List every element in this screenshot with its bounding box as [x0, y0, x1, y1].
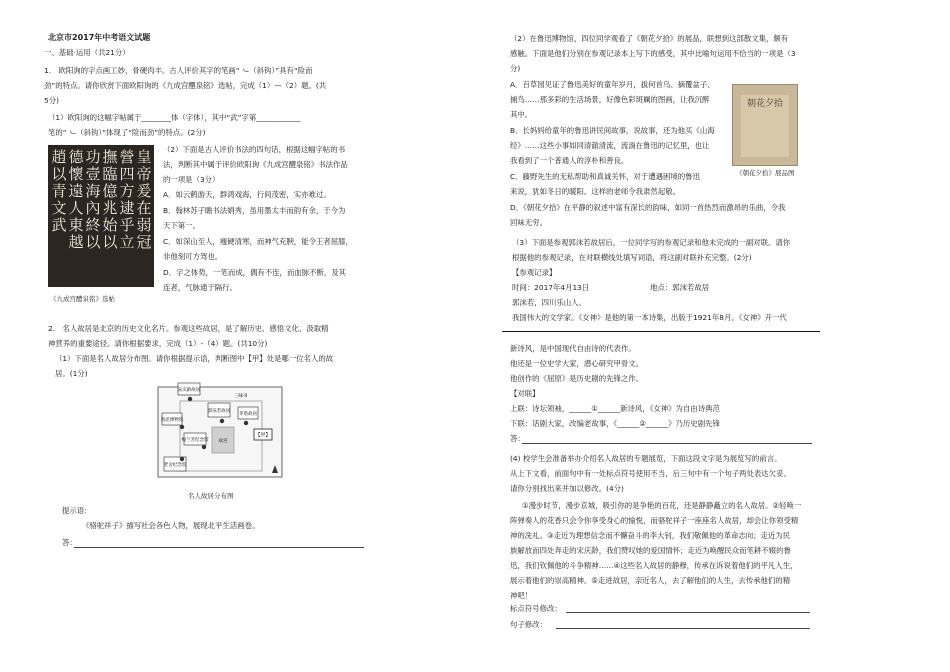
answer-line[interactable]: [74, 547, 364, 548]
calligraphy-column: 功壹海內終以: [85, 148, 101, 251]
q2-4-line: 从上下文看，前面句中有一处标点符号使用不当，后三句中有一个句子两处表达欠妥。: [510, 469, 791, 478]
option-line: C．藤野先生的无私帮助和真诚关怀，对于遭遇困境的鲁迅: [510, 172, 700, 181]
q1-2-option: C．如深山至人，瘦硬清寒，而神气充腴，能令王者屈膝，: [163, 237, 353, 246]
passage-line: 神吧！: [510, 591, 533, 600]
answer-label: 答：: [62, 538, 77, 547]
passage-line: ①漫步时节，漫步京城，吸引你的是争艳的百花，还是静静矗立的名人故居。②轻唤一: [522, 501, 802, 510]
q1-1-line: （1）欧阳询的这幅字帖属于________体（字体），其中“武”字第____________: [48, 113, 301, 122]
q1-2-option: 天下第一。: [163, 221, 200, 230]
q1-2-line: 的一项是（3分）: [163, 175, 220, 184]
q1-2-option: 非他刻可方驾也。: [163, 252, 223, 261]
map-pin-icon: [180, 425, 184, 429]
record-time: 时间：2017年4月13日: [512, 283, 590, 292]
q1-1-line: 笔的“ ㇃（斜钩）”体现了“险而劲”的特点。(2分): [48, 128, 206, 137]
book-mark-text: 朝花夕拾: [747, 99, 784, 109]
q1-line: 劲”的特点。请你欣赏下面欧阳询的《九成宫醴泉铭》选帖，完成（1）—（2）题。(共: [44, 81, 327, 90]
calligraphy-column: 德懷遠人東越: [68, 148, 84, 251]
q2-line: （1）下面是名人故居分布图。请你根据提示语，判断图中【甲】处是哪一位名人的故: [55, 354, 334, 363]
q1-2-option: D．字之体势，一笔而成，偶有不连，而血脉不断，及其: [163, 268, 347, 277]
map-label: 鲁迅博物馆: [160, 418, 184, 423]
option-line: 我看到了一个普通人的淳朴和善良。: [510, 156, 629, 165]
calligraphy-image: [48, 145, 154, 287]
map-jia-label: 【甲】: [255, 432, 271, 439]
section-heading: 一、基础·运用（共21分）: [44, 48, 130, 57]
map-pin-icon: [220, 419, 224, 423]
q1-2-option: A．如云鹤游天，群鸿戏海，行间茂密，实亦难过。: [163, 190, 331, 199]
exam-title: 北京市2017年中考语文试题: [48, 33, 151, 42]
option-line: 来说，犹如冬日的暖阳。这样的老师令我肃然起敬。: [510, 187, 680, 196]
sentence-fix-line[interactable]: [556, 628, 810, 629]
map-pin-icon: [202, 445, 206, 449]
calligraphy-column: 皇帝爰在弱冠: [136, 148, 152, 251]
q2-2-line: 感触。下面是他们分别在参观记录本上写下的感受，其中比喻句运用不恰当的一项是（3: [510, 49, 796, 58]
q2-2-line: （2）在鲁迅博物馆，四位同学观看了《朝花夕拾》的展品，联想到这部散文集，颇有: [510, 34, 789, 43]
passage-line: 阵弹奏人的花香只会令你享受身心的愉悦，而骆驼祥子一座座名人故居，却会让你领受精: [510, 516, 799, 525]
map-pin-icon: [180, 457, 184, 461]
option-line: D．《朝花夕拾》在平静的叙述中富有深长的韵味，如同一首热烈而激昂的乐曲，令我: [510, 203, 786, 212]
option-line: 经》……这些小事如同清澈清流，流淌在鲁迅的记忆里，也让: [510, 141, 710, 150]
calligraphy-column: 營四方逮乎立: [119, 148, 135, 251]
map-label: 郭沫若故居: [207, 409, 231, 414]
sentence-fix-label: 句子修改：: [510, 620, 547, 629]
punctuation-fix-label: 标点符号修改：: [510, 604, 562, 613]
book-exhibit-photo: [732, 84, 798, 166]
record-line: 他创作的《屈原》是历史剧的先锋之作。: [510, 374, 644, 383]
map-label: 故宫: [218, 439, 228, 444]
answer-label: 答：: [510, 434, 525, 443]
q2-2-line: 分): [510, 64, 521, 73]
passage-line: 族解放而四处奔走的宋庆龄，我们赞叹她的爱国情怀；走近为唤醒民众而笔耕不辍的鲁: [510, 546, 791, 555]
q1-line: 5分): [44, 96, 59, 105]
page-divider: [502, 331, 820, 332]
map-label: 茅盾故居: [239, 412, 257, 417]
map-label: 三味书: [234, 394, 248, 399]
calligraphy-caption: 《九成宫醴泉铭》选帖: [50, 295, 115, 303]
record-line: 他还是一位史学大家，潜心研究甲骨文。: [510, 359, 644, 368]
map-pin-icon: [188, 397, 192, 401]
residence-map: [152, 381, 292, 491]
photo-caption: 《朝花夕拾》展品图: [736, 169, 795, 177]
q2-4-line: (4) 校学生会准备举办介绍名人故居的专题展览，下面这段文字是为展览写的前言。: [510, 454, 782, 463]
passage-line: 神的洗礼。③走近为理想信念而不懈奋斗的李大钊，我们敬佩他的革命志向；走近为民: [510, 531, 791, 540]
q2-3-line: （3）下面是参观郭沫若故居后，一位同学写的参观记录和他未完成的一副对联。请你: [512, 238, 791, 247]
couplet-lower: 下联：话剧大家，改编老故事，《______②______》乃历史剧先锋: [510, 419, 720, 428]
option-line: 捕鸟……那多彩的生活场景，好像色彩斑斓的图画，让我沉醉: [510, 95, 710, 104]
q1-2-line: 法，判断其中属于评价欧阳询《九成宫醴泉铭》书法作品: [163, 160, 348, 169]
map-pin-icon: [244, 421, 248, 425]
record-heading: 【参观记录】: [512, 268, 557, 277]
couplet-upper: 上联：诗坛领袖，______①______新诗风，《女神》为自由诗典范: [510, 404, 720, 413]
map-label: 老舍纪念馆: [163, 463, 187, 468]
option-line: 其中。: [510, 110, 533, 119]
record-line: 郭沫若，四川乐山人。: [512, 298, 586, 307]
calligraphy-column: 撫臨億兆始以: [102, 148, 118, 251]
record-line: 我国伟大的文学家。《女神》是他的第一本诗集，出版于1921年8月。《女神》开一代: [512, 313, 787, 322]
q2-line: 2. 名人故居是北京的历史文化名片。参观这些故居，是了解历史、感悟文化、汲取精: [48, 324, 329, 333]
record-line: 新诗风，是中国现代自由诗的代表作。: [510, 344, 636, 353]
map-caption: 名人故居分布图: [188, 492, 234, 500]
passage-line: 展示着他们的崇高精神。⑤走进故居，亲近名人，去了解他们的人生，去传承他们的精: [510, 576, 791, 585]
record-place: 地点：郭沫若故居: [650, 283, 710, 292]
option-line: A．百草园见证了鲁迅美好的童年岁月，拔何首乌、摘覆盆子、: [510, 80, 715, 89]
q1-2-option: B．翰林苏子瞻书法娟秀，虽用墨太丰而韵有余，于今为: [163, 206, 346, 215]
q1-line: 1. 欧阳询的字点画工妙，骨硬肉丰。古人评价其字的笔画“ ㇃（斜钩）”具有“险而: [44, 66, 313, 75]
punctuation-fix-line[interactable]: [566, 612, 810, 613]
map-label: 梅兰芳纪念馆: [181, 438, 209, 443]
q2-4-line: 请你分别找出来并加以修改。(4分): [510, 484, 624, 493]
answer-line[interactable]: [522, 443, 812, 444]
q2-line: 神营养的重要途径。请你根据要求，完成（1）-（4）题。(共10分): [48, 339, 268, 348]
hint-text: 《骆驼祥子》描写社会各色人物，展现北平生活画卷。: [82, 521, 260, 530]
q2-line: 居。(1分): [55, 369, 88, 378]
option-line: B．长妈妈给童年的鲁迅讲民间故事，说故事，还为他买《山海: [510, 126, 715, 135]
q2-3-line: 根据他的参观记录，在对联横线处填写词语，将这副对联补充完整。(2分): [512, 253, 752, 262]
q1-2-line: （2）下面是古人评价书法的四句话，根据这幅字帖的书: [163, 145, 346, 154]
couplet-heading: 【对联】: [510, 389, 540, 398]
hint-label: 提示语：: [62, 506, 92, 515]
passage-line: 迅，我们钦佩他的斗争精神……④这些名人故居的静穆，传承在诉说着他们的平凡人生，: [510, 561, 798, 570]
map-label: 宋庆龄故居: [177, 388, 201, 393]
option-line: 回味无穷。: [510, 218, 547, 227]
q1-2-option: 连者，气脉通于隔行。: [163, 283, 237, 292]
calligraphy-column: 趙以青文武: [51, 148, 67, 234]
